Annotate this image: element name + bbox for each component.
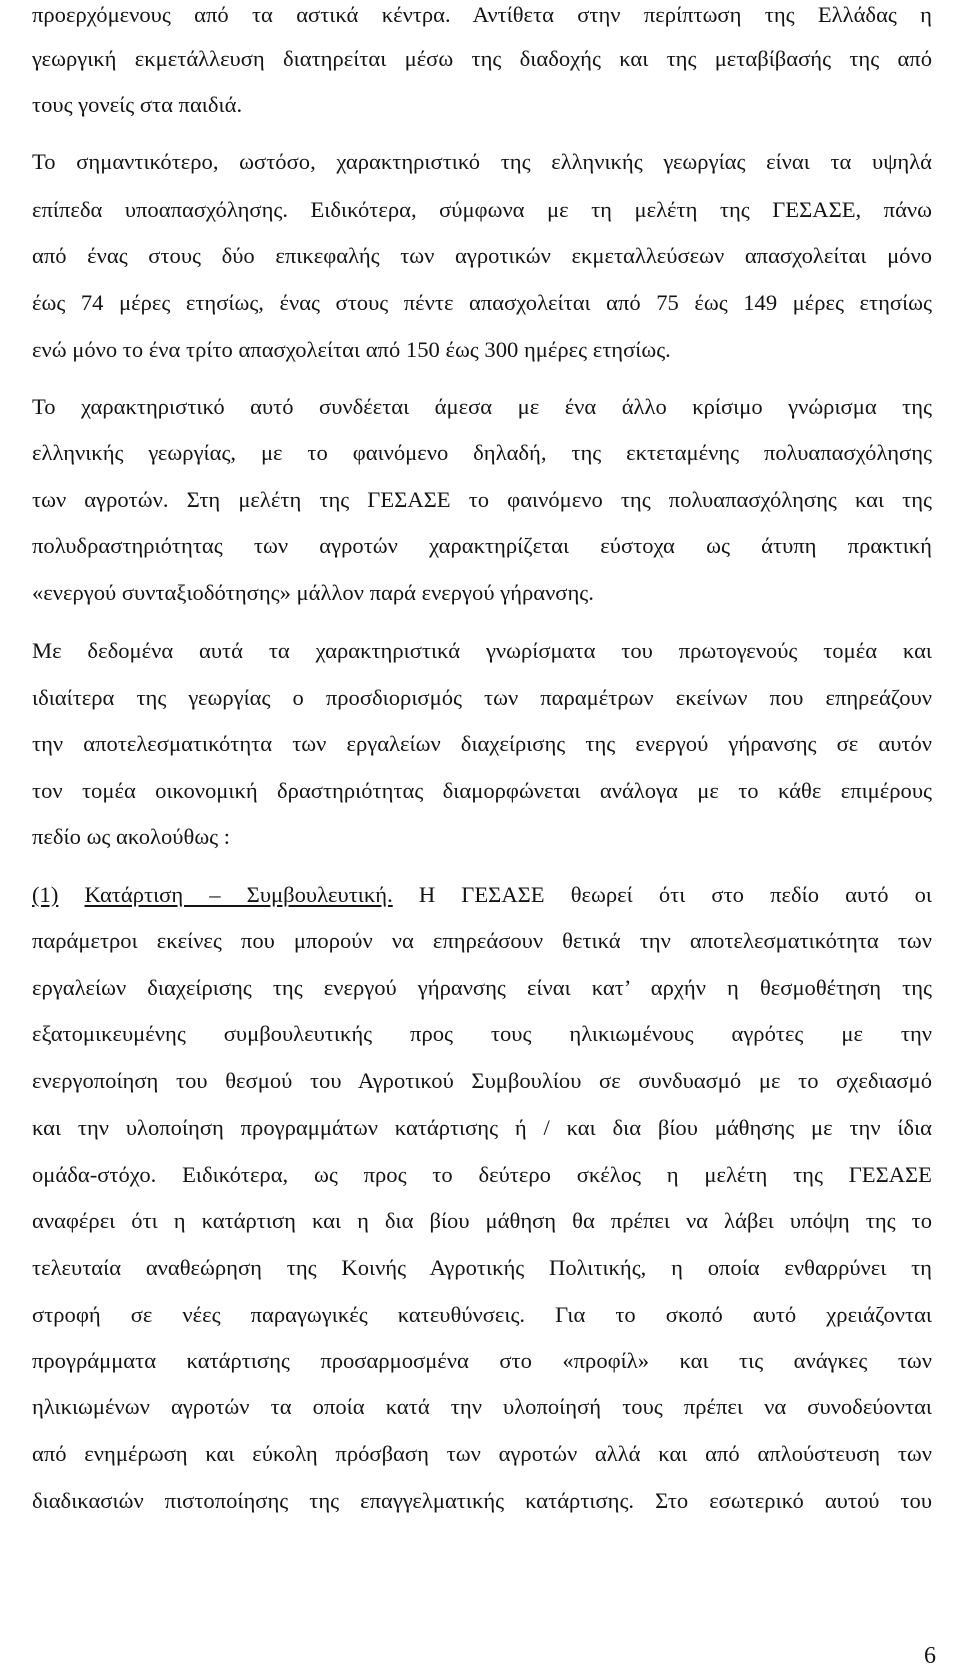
text-line: πολυδραστηριότητας των αγροτών χαρακτηρίζεται εύστοχα ως άτυπη πρακτική — [32, 533, 932, 558]
text-line: ομάδα-στόχο. Ειδικότερα, ως προς το δεύτερο σκέλος η μελέτη της ΓΕΣΑΣΕ — [32, 1162, 932, 1187]
text-line: πεδίο ως ακολούθως : — [32, 824, 231, 849]
text-line: ιδιαίτερα της γεωργίας ο προσδιορισμός των παραμέτρων εκείνων που επηρεάζουν — [32, 685, 932, 710]
text-line: ενεργοποίηση του θεσμού του Αγροτικού Συμβουλίου σε συνδυασμό με το σχεδιασμό — [32, 1068, 932, 1093]
text-line: προερχόμενους από τα αστικά κέντρα. Αντίθετα στην περίπτωση της Ελλάδας η — [32, 2, 932, 27]
text-line: αναφέρει ότι η κατάρτιση και η δια βίου μάθηση θα πρέπει να λάβει υπόψη της το — [32, 1208, 932, 1233]
text-line: και την υλοποίηση προγραμμάτων κατάρτισης ή / και δια βίου μάθησης με την ίδια — [32, 1115, 932, 1140]
text-line: τον τομέα οικονομική δραστηριότητας διαμορφώνεται ανάλογα με το κάθε επιμέρους — [32, 778, 932, 803]
text-line: παράμετροι εκείνες που μπορούν να επηρεάσουν θετικά την αποτελεσματικότητα των — [32, 928, 932, 953]
text-line: τους γονείς στα παιδιά. — [32, 92, 243, 117]
page-number: 6 — [924, 1643, 936, 1669]
text-line: ελληνικής γεωργίας, με το φαινόμενο δηλαδή, της εκτεταμένης πολυαπασχόλησης — [32, 440, 932, 465]
text-line: στροφή σε νέες παραγωγικές κατευθύνσεις. Για το σκοπό αυτό χρειάζονται — [32, 1302, 932, 1327]
text-line: έως 74 μέρες ετησίως, ένας στους πέντε απασχολείται από 75 έως 149 μέρες ετησίως — [32, 290, 932, 315]
text-line: προγράμματα κατάρτισης προσαρμοσμένα στο «προφίλ» και τις ανάγκες των — [32, 1348, 932, 1373]
section-number: (1) — [32, 882, 59, 907]
text-line: Το σημαντικότερο, ωστόσο, χαρακτηριστικό της ελληνικής γεωργίας είναι τα υψηλά — [32, 149, 932, 174]
text-line: διαδικασιών πιστοποίησης της επαγγελματικής κατάρτισης. Στο εσωτερικό αυτού του — [32, 1488, 932, 1513]
section-heading-line — [32, 880, 932, 910]
text-line: Με δεδομένα αυτά τα χαρακτηριστικά γνωρίσματα του πρωτογενούς τομέα και — [32, 638, 932, 663]
section-title: Κατάρτιση – Συμβουλευτική. — [84, 882, 393, 907]
text-line: από ένας στους δύο επικεφαλής των αγροτικών εκμεταλλεύσεων απασχολείται μόνο — [32, 243, 932, 268]
section-heading-continuation: Η ΓΕΣΑΣΕ θεωρεί ότι στο πεδίο αυτό οι — [418, 882, 932, 907]
text-line: από ενημέρωση και εύκολη πρόσβαση των αγροτών αλλά και από απλούστευση των — [32, 1441, 932, 1466]
text-line: ηλικιωμένων αγροτών τα οποία κατά την υλοποίησή τους πρέπει να συνοδεύονται — [32, 1394, 932, 1419]
text-line: την αποτελεσματικότητα των εργαλείων διαχείρισης της ενεργού γήρανσης σε αυτόν — [32, 731, 932, 756]
text-line: τελευταία αναθεώρηση της Κοινής Αγροτικής Πολιτικής, η οποία ενθαρρύνει τη — [32, 1255, 932, 1280]
text-line: «ενεργού συνταξιοδότησης» μάλλον παρά ενεργού γήρανσης. — [32, 580, 594, 605]
text-line: εργαλείων διαχείρισης της ενεργού γήρανσης είναι κατ’ αρχήν η θεσμοθέτηση της — [32, 975, 932, 1000]
text-line: εξατομικευμένης συμβουλευτικής προς τους ηλικιωμένους αγρότες με την — [32, 1021, 932, 1046]
text-line: των αγροτών. Στη μελέτη της ΓΕΣΑΣΕ το φαινόμενο της πολυαπασχόλησης και της — [32, 487, 932, 512]
text-line: γεωργική εκμετάλλευση διατηρείται μέσω της διαδοχής και της μεταβίβασής της από — [32, 46, 932, 71]
text-line: ενώ μόνο το ένα τρίτο απασχολείται από 150 έως 300 ημέρες ετησίως. — [32, 337, 671, 362]
text-line: επίπεδα υποαπασχόλησης. Ειδικότερα, σύμφωνα με τη μελέτη της ΓΕΣΑΣΕ, πάνω — [32, 197, 932, 222]
text-line: Το χαρακτηριστικό αυτό συνδέεται άμεσα με ένα άλλο κρίσιμο γνώρισμα της — [32, 394, 932, 419]
